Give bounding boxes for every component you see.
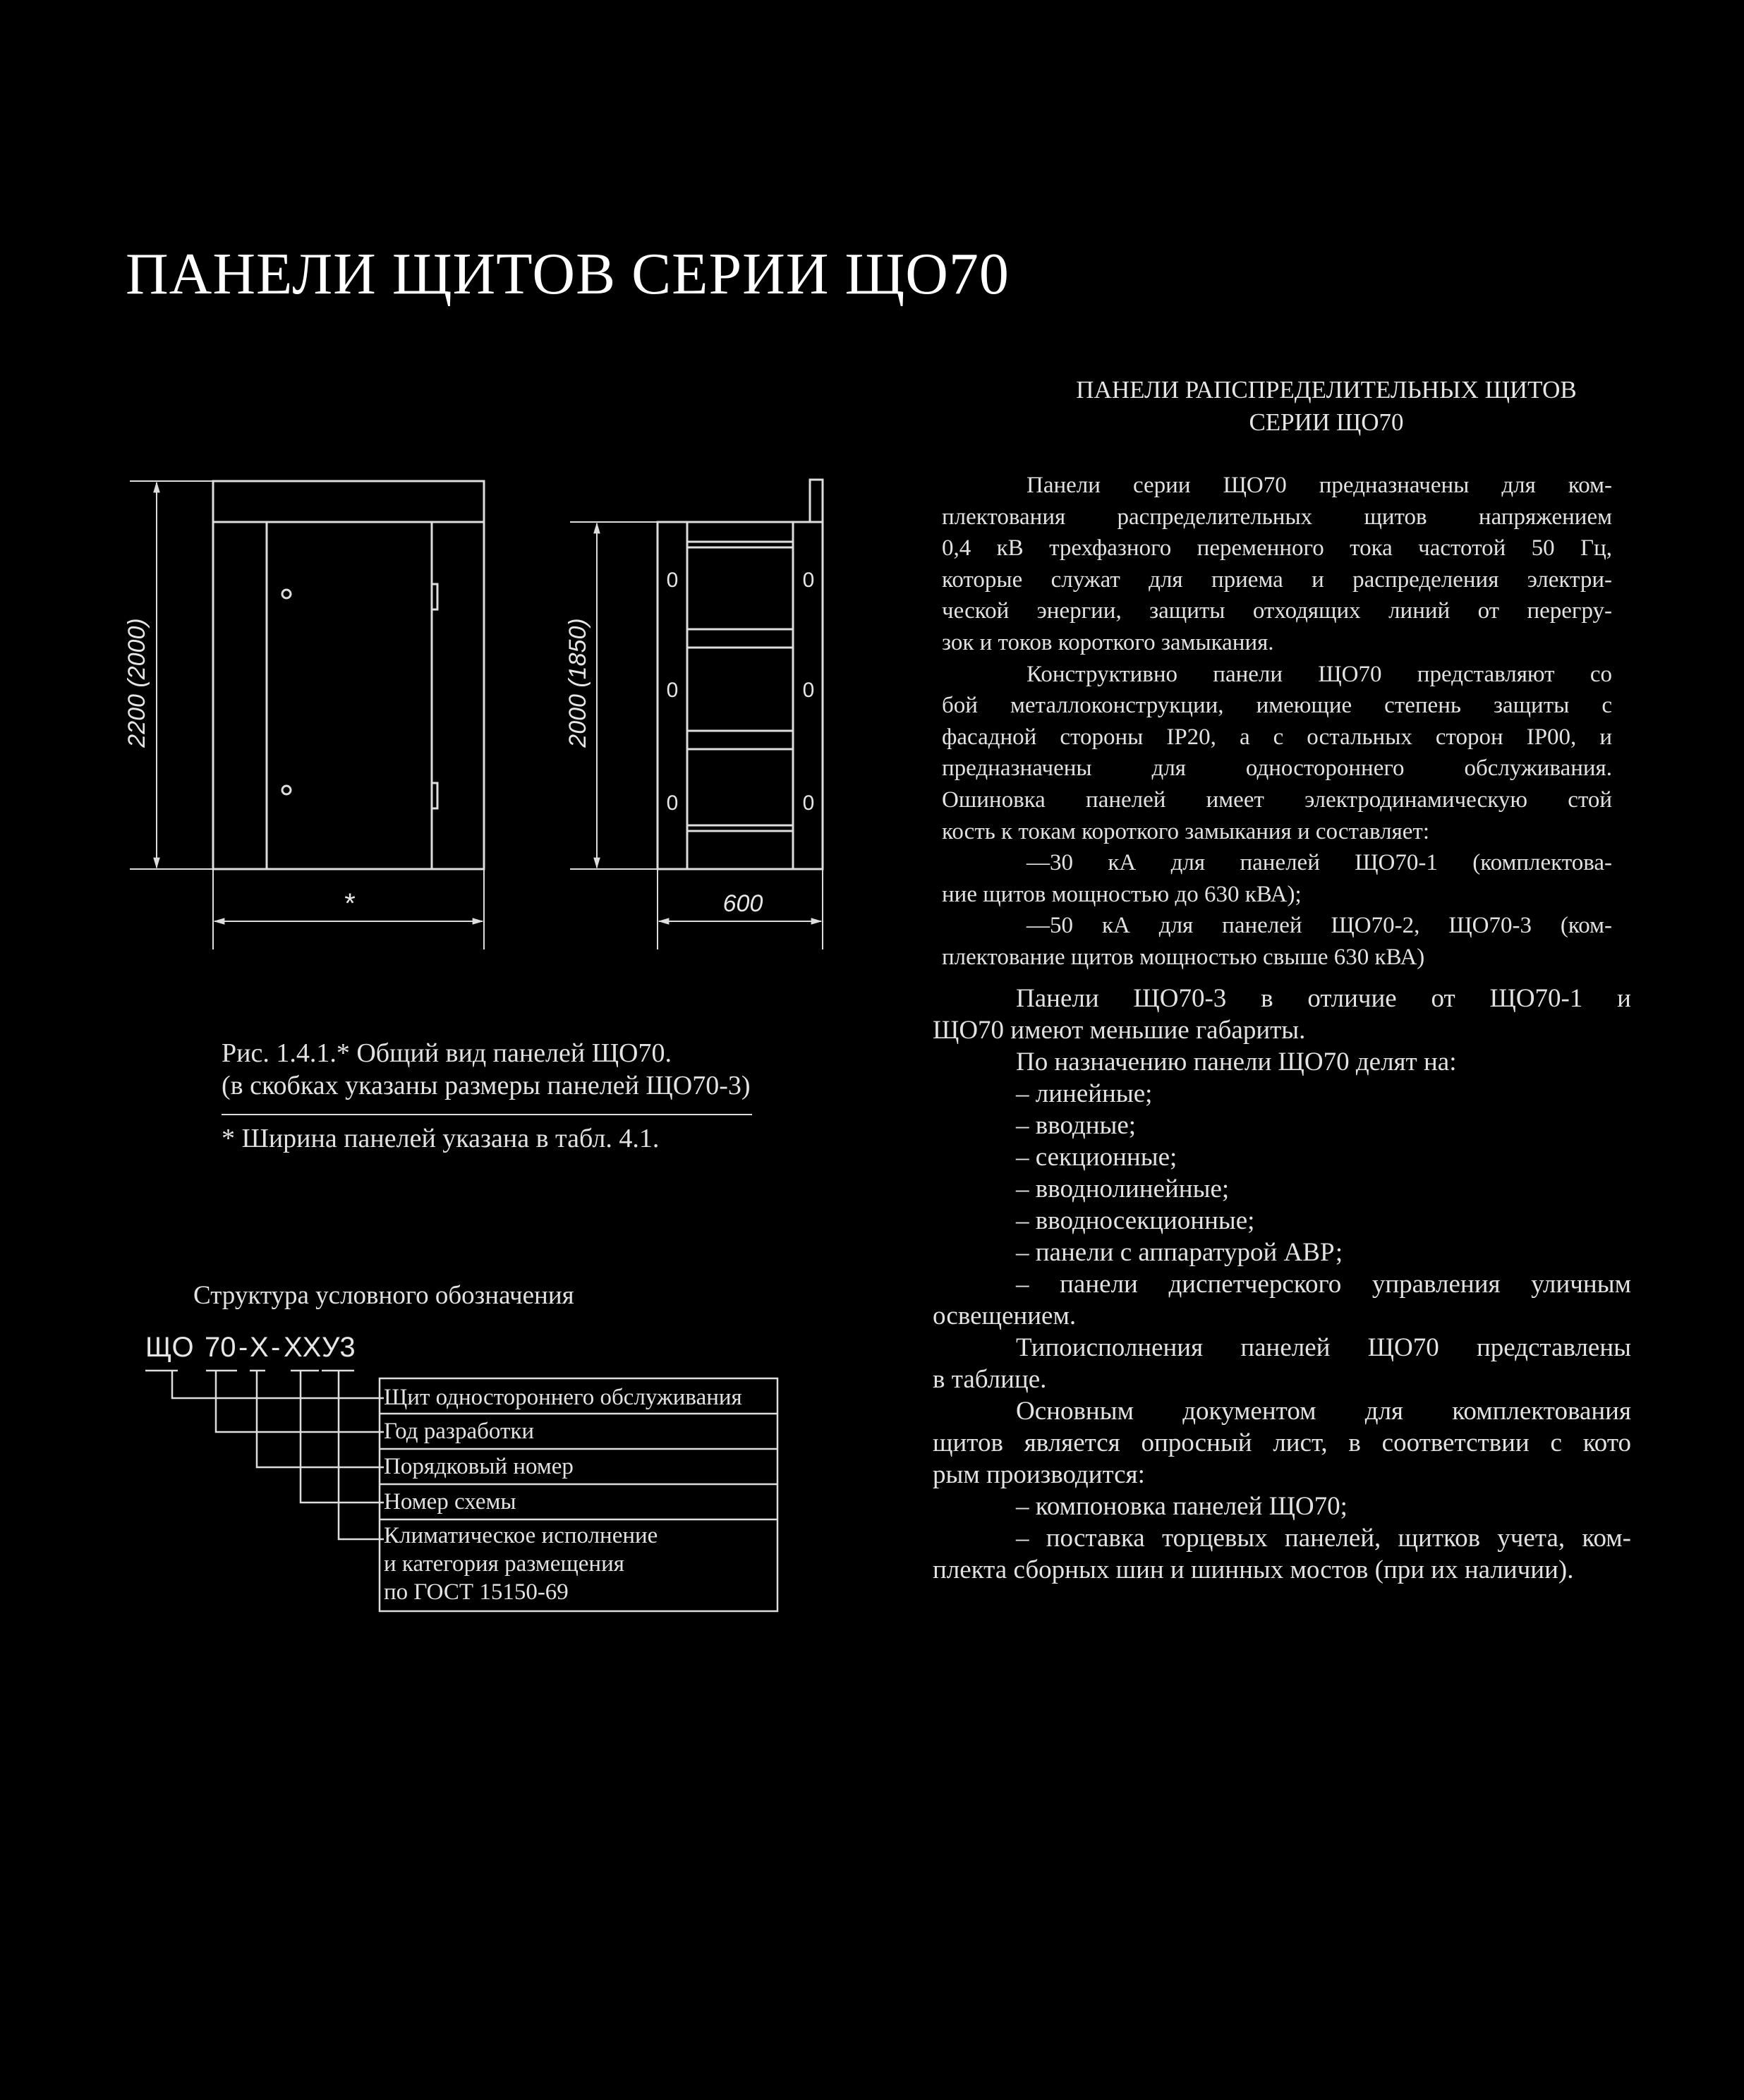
text-line: освещением. [933,1301,1077,1330]
side-marker: 0 [666,569,679,592]
list-item: – секционные; [1016,1143,1177,1172]
structure-row-text: и категория размещения [384,1551,624,1577]
list-item: – вводнолинейные; [1016,1175,1230,1203]
list-item: – компоновка панелей ЩО70; [1016,1492,1348,1521]
structure-row-text: по ГОСТ 15150-69 [384,1579,569,1605]
structure-title: Структура условного обозначения [193,1281,574,1310]
code-part: 70 [205,1332,236,1363]
structure-row-text: Номер схемы [384,1489,516,1515]
code-part: ХХ [284,1332,322,1363]
code-part: - [271,1332,281,1363]
text-line: зок и токов короткого замыкания. [942,629,1274,655]
side-depth-label: 600 [722,890,763,917]
side-height-label: 2000 (1850) [564,618,591,748]
front-view-drawing [213,481,484,869]
side-top-bracket [810,480,823,522]
code-part: У3 [322,1332,356,1363]
text-line: щитов является опросный лист, в соответствии с кото [933,1428,1631,1457]
text-line: в таблице. [933,1365,1047,1394]
figure-caption [222,1037,751,1102]
side-frame-outline [658,522,823,869]
side-marker: 0 [666,791,679,815]
structure-row-text: Порядковый номер [384,1454,574,1479]
text-line: По назначению панели ЩО70 делят на: [1016,1048,1457,1076]
front-height-label: 2200 (2000) [123,618,150,748]
text-line: Панели ЩО70-3 в отличие от ЩО70-1 и [1016,984,1631,1013]
footnote: * Ширина панелей указана в табл. 4.1. [222,1124,660,1153]
text-line: Основным документом для комплектования [1016,1397,1631,1426]
text-line: ческой энергии, защиты отходящих линий от перегру- [942,598,1612,624]
text-line: которые служат для приема и распределения электри- [942,566,1612,593]
text-line: ЩО70 имеют меньшие габариты. [933,1016,1306,1045]
side-dimension-lines [570,522,823,949]
list-item: – панели диспетчерского управления уличным [1016,1270,1631,1299]
text-line: плекта сборных шин и шинных мостов (при их наличии). [933,1555,1574,1584]
front-width-label: * [344,888,356,919]
front-cabinet-outline [213,481,484,869]
list-item: – вводносекционные; [1016,1206,1255,1235]
section-heading-line: ПАНЕЛИ РАПСПРЕДЕЛИТЕЛЬНЫХ ЩИТОВ [1076,376,1577,403]
text-line: ние щитов мощностью до 630 кВА); [942,881,1302,907]
list-item: – линейные; [1016,1079,1153,1108]
side-marker: 0 [802,679,815,702]
text-line: фасадной стороны IP20, а с остальных сторон IP00, и [942,724,1612,750]
structure-row-text: Климатическое исполнение [384,1523,658,1548]
side-view-drawing [658,480,823,869]
text-line: —50 кА для панелей ЩО70-2, ЩО70-3 (ком- [1027,913,1612,939]
text-line: Конструктивно панели ЩО70 представляют со [1027,661,1612,687]
text-line: предназначены для одностороннего обслуживания. [942,755,1612,782]
list-item: – панели с аппаратурой АВР; [1016,1238,1343,1267]
caption-line: Рис. 1.4.1.* Общий вид панелей ЩО70. [222,1038,672,1068]
page-title: ПАНЕЛИ ЩИТОВ СЕРИИ ЩО70 [126,241,1010,307]
code-part: - [238,1332,248,1363]
hinge-bottom [432,783,437,808]
description-small [942,470,1612,973]
text-line: плектование щитов мощностью свыше 630 кВА) [942,944,1425,970]
text-line: —30 кА для панелей ЩО70-1 (комплектова- [1027,850,1612,876]
side-marker: 0 [666,679,679,702]
description-large [933,983,1631,1586]
list-item: – вводные; [1016,1111,1137,1140]
text-line: 0,4 кВ трехфазного переменного тока частотой 50 Гц, [942,535,1612,562]
structure-row-text: Год разработки [384,1419,535,1444]
text-line: кость к токам короткого замыкания и составляет: [942,818,1429,844]
door-lock-top [282,590,291,598]
code-part: Х [250,1332,269,1363]
caption-line: (в скобках указаны размеры панелей ЩО70-3) [222,1071,751,1100]
side-marker: 0 [802,791,815,815]
text-line: плектования распределительных щитов напряжением [942,504,1612,530]
door-lock-bottom [282,786,291,794]
section-heading [938,374,1714,439]
text-line: бой металлоконструкции, имеющие степень защиты с [942,693,1612,719]
text-line: Панели серии ЩО70 предназначены для ком- [1027,473,1612,498]
caption-divider [222,1114,752,1115]
side-marker: 0 [802,569,815,592]
hinge-top [432,584,437,609]
code-part: ЩО [145,1332,194,1363]
text-line: рым производится: [933,1460,1145,1489]
section-heading-line: СЕРИИ ЩО70 [1249,408,1404,436]
text-line: Типоисполнения панелей ЩО70 представлены [1016,1333,1631,1362]
structure-row-text: Щит одностороннего обслуживания [384,1385,742,1410]
list-item: – поставка торцевых панелей, щитков учета, ком- [1016,1524,1631,1553]
text-line: Ошиновка панелей имеет электродинамическую стой [942,787,1612,813]
